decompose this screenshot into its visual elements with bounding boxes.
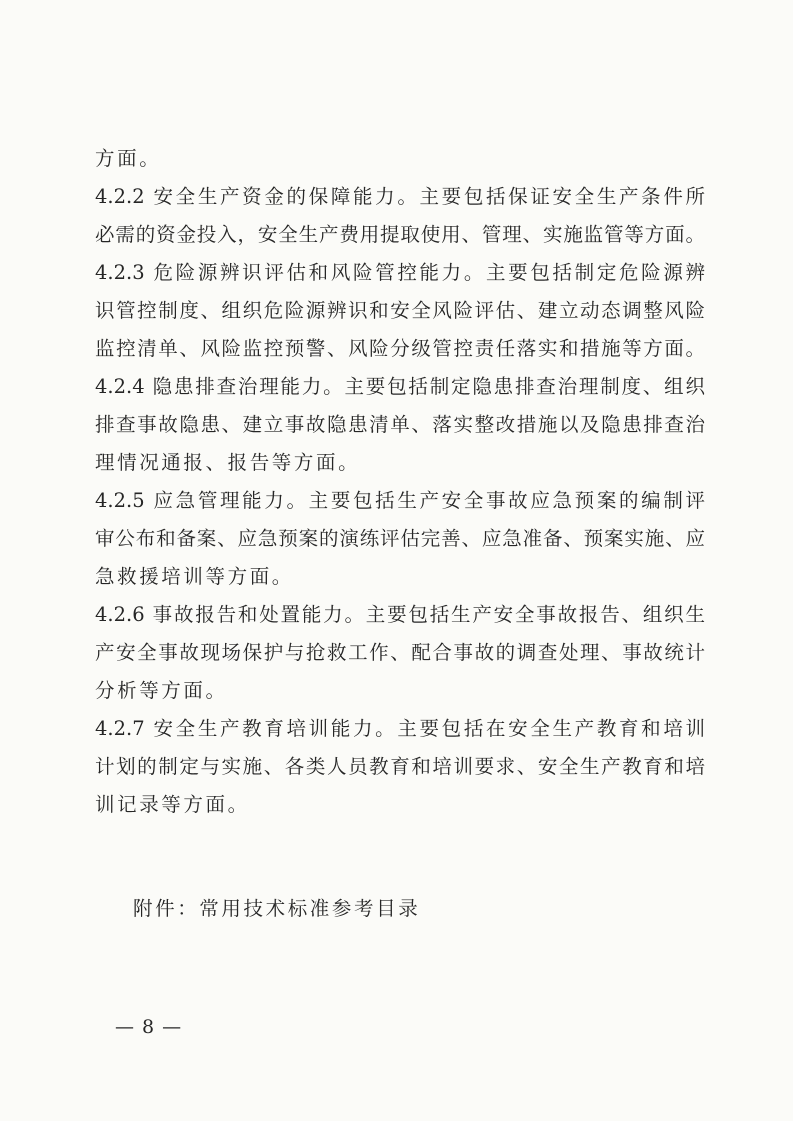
page-number: — 8 — xyxy=(115,1016,183,1038)
text-line: 计划的制定与实施、各类人员教育和培训要求、安全生产教育和培 xyxy=(95,755,705,778)
text-line: 识管控制度、组织危险源辨识和安全风险评估、建立动态调整风险 xyxy=(95,299,705,322)
text-line: 监控清单、风险监控预警、风险分级管控责任落实和措施等方面。 xyxy=(95,337,705,360)
text-line: 4.2.3 危险源辨识评估和风险管控能力。主要包括制定危险源辨 xyxy=(95,261,705,284)
text-line: 排查事故隐患、建立事故隐患清单、落实整改措施以及隐患排查治 xyxy=(95,413,705,436)
text-line: 分析等方面。 xyxy=(95,679,228,702)
attachment-note: 附件：常用技术标准参考目录 xyxy=(133,897,421,920)
text-line: 4.2.6 事故报告和处置能力。主要包括生产安全事故报告、组织生 xyxy=(95,603,705,626)
text-line: 必需的资金投入，安全生产费用提取使用、管理、实施监管等方面。 xyxy=(95,223,705,246)
text-line: 方面。 xyxy=(95,147,162,170)
text-line: 训记录等方面。 xyxy=(95,793,250,816)
text-line: 4.2.5 应急管理能力。主要包括生产安全事故应急预案的编制评 xyxy=(95,489,705,512)
text-line: 急救援培训等方面。 xyxy=(95,565,294,588)
text-line: 理情况通报、报告等方面。 xyxy=(95,451,361,474)
text-line: 4.2.4 隐患排查治理能力。主要包括制定隐患排查治理制度、组织 xyxy=(95,375,705,398)
text-line: 4.2.7 安全生产教育培训能力。主要包括在安全生产教育和培训 xyxy=(95,717,705,740)
text-line: 4.2.2 安全生产资金的保障能力。主要包括保证安全生产条件所 xyxy=(95,185,705,208)
body-text xyxy=(95,140,705,824)
text-line: 审公布和备案、应急预案的演练评估完善、应急准备、预案实施、应 xyxy=(95,527,705,550)
text-line: 产安全事故现场保护与抢救工作、配合事故的调查处理、事故统计 xyxy=(95,641,705,664)
